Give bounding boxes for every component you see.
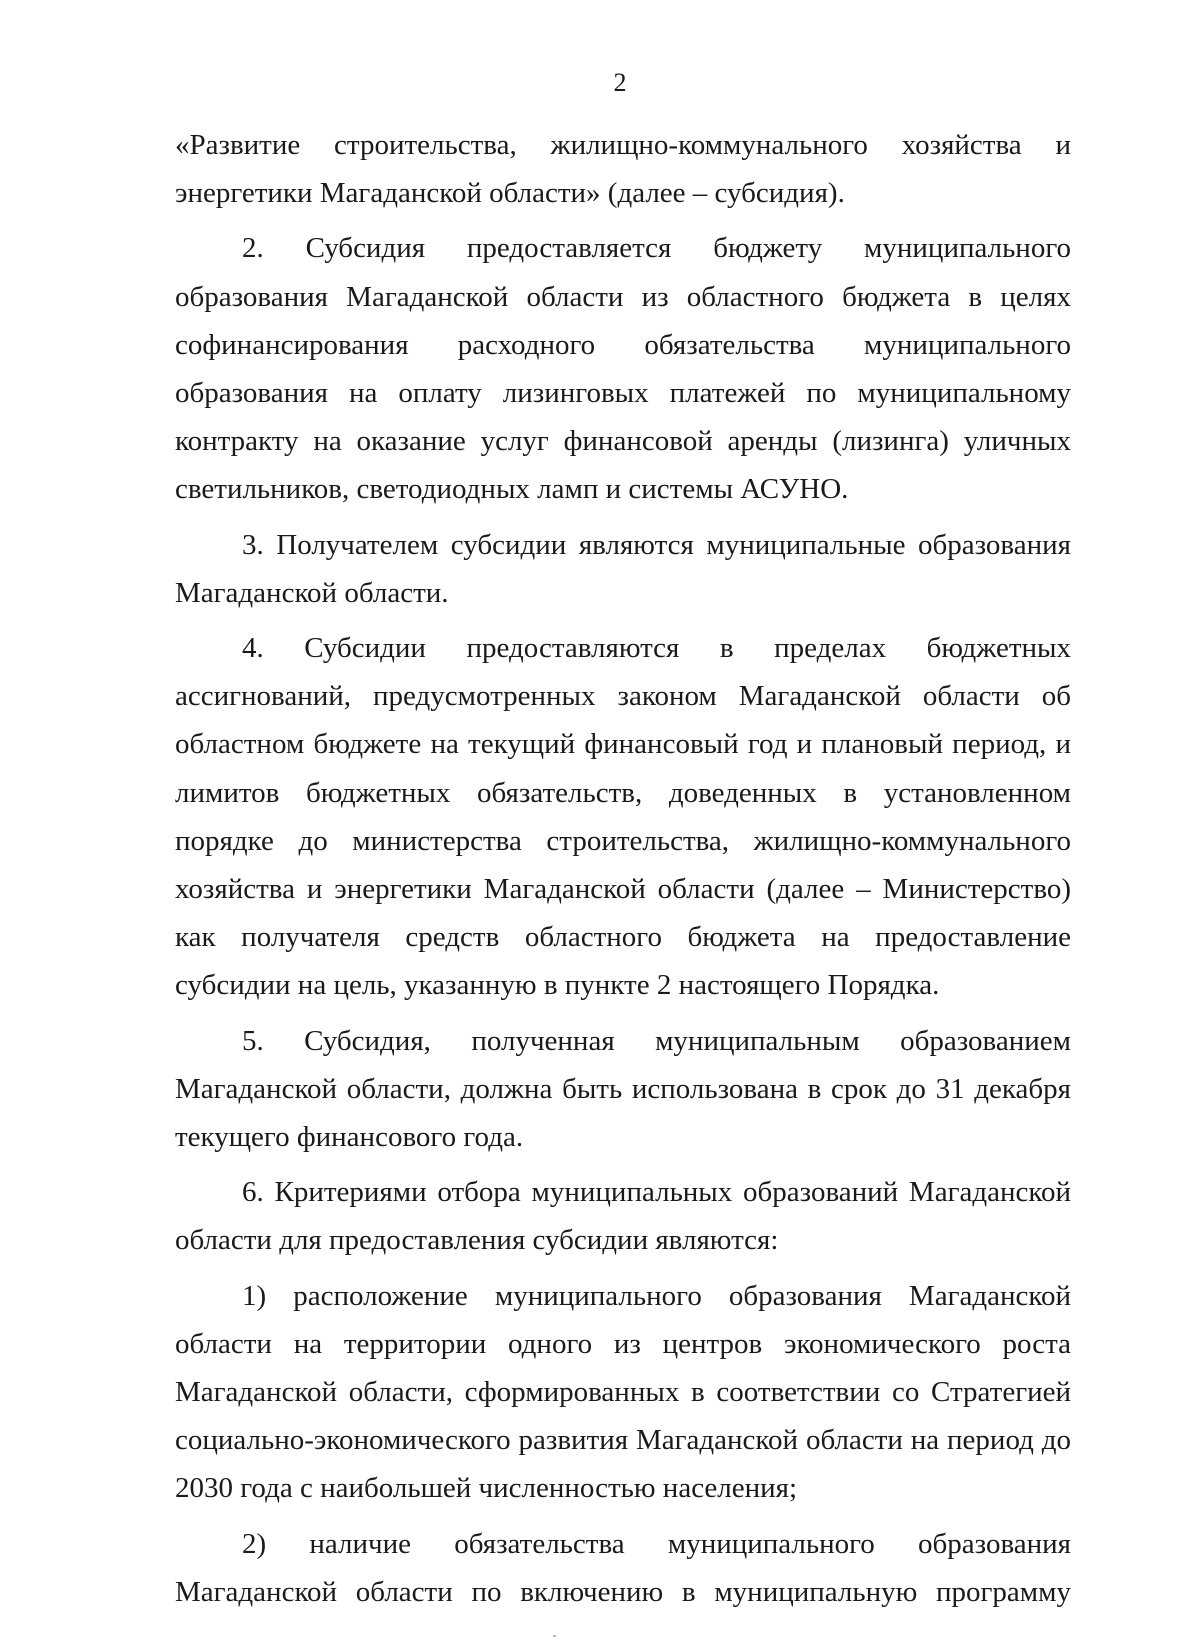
page-number: 2 <box>613 68 627 97</box>
paragraph-item-6-subitem-1: 1) расположение муниципального образования Магаданской области на территории одного из центров экономического роста Магаданской области, сформированных в соответствии со Стратегией социально-экономического развития Магаданской области на период до 2030 года с наибольшей численностью населения; <box>175 1279 1071 1505</box>
paragraph-item-4: 4. Субсидии предоставляются в пределах бюджетных ассигнований, предусмотренных законом Магаданской области об областном бюджете на текущий финансовый год и плановый период, и лимитов бюджетных обязательств, доведенных в установленном порядке до министерства строительства, жилищно-коммунального хозяйства и энергетики Магаданской области (далее – Министерство) как получателя средств областного бюджета на предоставление субсидии на цель, указанную в пункте 2 настоящего Порядка. <box>175 632 1071 1002</box>
paragraph-subsidy-name-continuation: «Развитие строительства, жилищно-коммунального хозяйства и энергетики Магаданской области» (далее – субсидия). <box>175 129 1071 210</box>
paragraph-item-5: 5. Субсидия, полученная муниципальным образованием Магаданской области, должна быть использована в срок до 31 декабря текущего финансового года. <box>175 1024 1071 1154</box>
scan-speck <box>553 1635 556 1637</box>
paragraph-item-6-subitem-2: 2) наличие обязательства муниципального образования Магаданской области по включению в муниципальную программу <box>175 1527 1071 1608</box>
paragraph-item-6: 6. Критериями отбора муниципальных образований Магаданской области для предоставления субсидии являются: <box>175 1176 1071 1257</box>
paragraph-item-3: 3. Получателем субсидии являются муниципальные образования Магаданской области. <box>175 528 1071 609</box>
paragraph-item-2: 2. Субсидия предоставляется бюджету муниципального образования Магаданской области из областного бюджета в целях софинансирования расходного обязательства муниципального образования на оплату лизинговых платежей по муниципальному контракту на оказание услуг финансовой аренды (лизинга) уличных светильников, светодиодных ламп и системы АСУНО. <box>175 232 1071 506</box>
document-body <box>175 121 1071 1616</box>
